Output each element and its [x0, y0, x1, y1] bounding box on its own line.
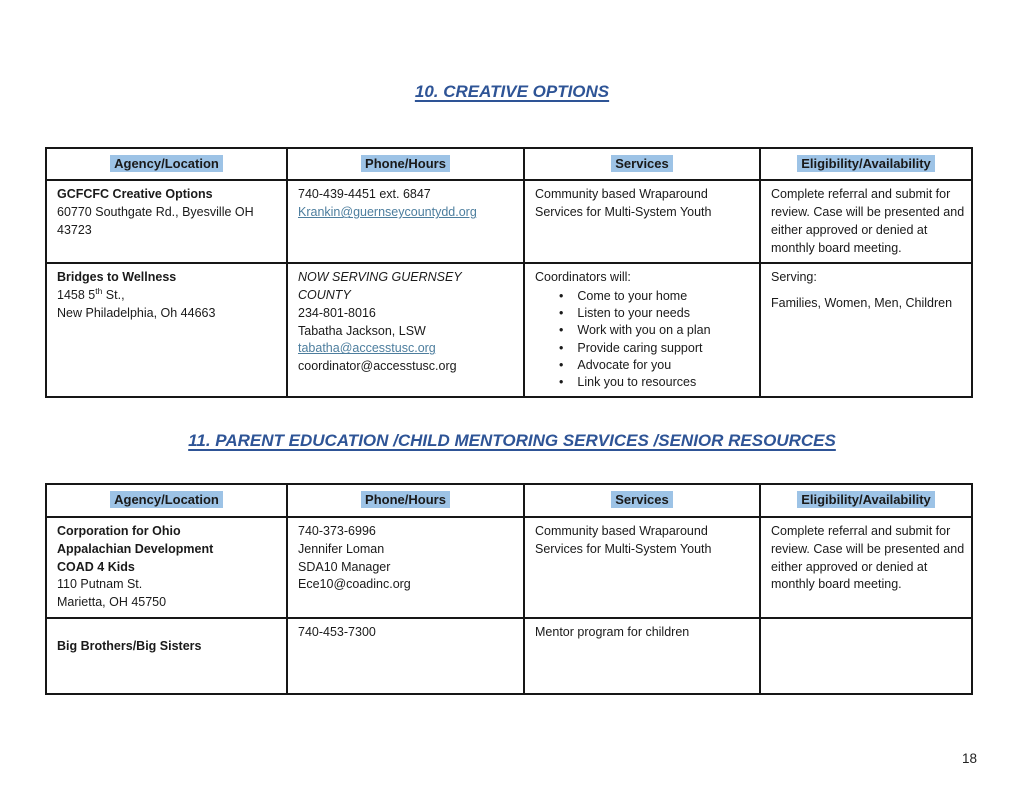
services-text: Mentor program for children: [535, 624, 690, 639]
services-intro: Coordinators will:: [535, 270, 631, 285]
agency-address-line2: New Philadelphia, Oh 44663: [57, 305, 216, 320]
agency-name-line3: COAD 4 Kids: [57, 559, 135, 574]
serving-banner: NOW SERVING GUERNSEY COUNTY: [298, 270, 462, 303]
header-label: Services: [611, 155, 673, 172]
eligibility-cell: [760, 517, 972, 618]
address-text: St.,: [102, 288, 125, 303]
phone-cell: [287, 263, 524, 397]
address-text: 1458 5: [57, 288, 96, 303]
agency-address-line1: 110 Putnam St.: [57, 577, 143, 592]
phone-number: 740-373-6996: [298, 524, 376, 538]
agency-name: GCFCFC Creative Options: [57, 187, 213, 202]
bullet-item: • Listen to your needs: [535, 305, 753, 322]
services-cell: [524, 517, 760, 618]
agency-address-line1: [57, 287, 280, 305]
header-label: Phone/Hours: [361, 491, 450, 508]
agency-name-line2: Appalachian Development: [57, 541, 214, 556]
parent-education-table: [45, 483, 973, 695]
table-header-row: [46, 484, 972, 517]
agency-name: Bridges to Wellness: [57, 270, 177, 285]
eligibility-text: Families, Women, Men, Children: [771, 296, 953, 311]
bullet-item: • Advocate for you: [535, 357, 753, 374]
header-services: [524, 148, 760, 180]
phone-number: 234-801-8016: [298, 305, 376, 320]
services-cell: [524, 618, 760, 694]
creative-options-table: [45, 147, 973, 398]
agency-address-line2: Marietta, OH 45750: [57, 595, 167, 609]
header-label: Agency/Location: [110, 155, 223, 172]
section-11-title: 11. PARENT EDUCATION /CHILD MENTORING SERVICES /SENIOR RESOURCES: [188, 431, 836, 450]
bullet-item: • Work with you on a plan: [535, 322, 753, 339]
phone-cell: [287, 618, 524, 694]
header-label: Services: [611, 491, 673, 508]
agency-address-line1: 60770 Southgate Rd., Byesville OH: [57, 205, 254, 220]
agency-cell: [46, 263, 287, 397]
table-row: [46, 263, 972, 397]
bullet-item: • Come to your home: [535, 288, 753, 305]
page-number: 18: [961, 751, 977, 766]
services-cell: [524, 180, 760, 263]
header-phone-hours: [287, 148, 524, 180]
eligibility-cell: [760, 263, 972, 397]
agency-name-line1: Corporation for Ohio: [57, 524, 181, 538]
eligibility-label: Serving:: [771, 270, 817, 285]
services-cell: [524, 263, 760, 397]
agency-cell: [46, 618, 287, 694]
email-link[interactable]: Krankin@guernseycountydd.org: [298, 205, 477, 220]
agency-name: Big Brothers/Big Sisters: [57, 638, 202, 653]
ordinal-suffix: th: [95, 286, 103, 297]
phone-number: 740-453-7300: [298, 624, 376, 639]
eligibility-text: Complete referral and submit for review. Case will be presented and either approved or denied at monthly board meeting.: [771, 187, 965, 255]
bullet-item: • Provide caring support: [535, 340, 753, 357]
header-label: Agency/Location: [110, 491, 223, 508]
header-label: Eligibility/Availability: [797, 155, 935, 172]
bullet-item: • Link you to resources: [535, 374, 753, 391]
agency-address-line2: 43723: [57, 222, 92, 237]
phone-number: 740-439-4451 ext. 6847: [298, 187, 431, 202]
contact-name: Tabatha Jackson, LSW: [298, 323, 426, 338]
header-label: Phone/Hours: [361, 155, 450, 172]
eligibility-cell: [760, 180, 972, 263]
table-row: [46, 517, 972, 618]
table-header-row: [46, 148, 972, 180]
header-eligibility: [760, 484, 972, 517]
phone-cell: [287, 180, 524, 263]
contact-name: Jennifer Loman: [298, 541, 385, 556]
header-agency-location: [46, 484, 287, 517]
section-10-title: 10. CREATIVE OPTIONS: [414, 82, 610, 101]
services-text: Community based Wraparound Services for Multi-System Youth: [535, 524, 712, 556]
email-plain: Ece10@coadinc.org: [298, 577, 411, 592]
header-label: Eligibility/Availability: [797, 491, 935, 508]
services-text: Community based Wraparound Services for Multi-System Youth: [535, 187, 712, 220]
eligibility-text: Complete referral and submit for review. Case will be presented and either approved or denied at monthly board meeting.: [771, 524, 965, 592]
header-phone-hours: [287, 484, 524, 517]
table-row: [46, 618, 972, 694]
eligibility-cell: [760, 618, 972, 694]
agency-cell: [46, 180, 287, 263]
services-bullet-list: [535, 288, 753, 391]
header-eligibility: [760, 148, 972, 180]
table-row: [46, 180, 972, 263]
agency-cell: [46, 517, 287, 618]
email-plain: coordinator@accesstusc.org: [298, 359, 457, 374]
header-services: [524, 484, 760, 517]
header-agency-location: [46, 148, 287, 180]
phone-cell: [287, 517, 524, 618]
email-link[interactable]: tabatha@accesstusc.org: [298, 341, 436, 356]
contact-title: SDA10 Manager: [298, 559, 391, 574]
